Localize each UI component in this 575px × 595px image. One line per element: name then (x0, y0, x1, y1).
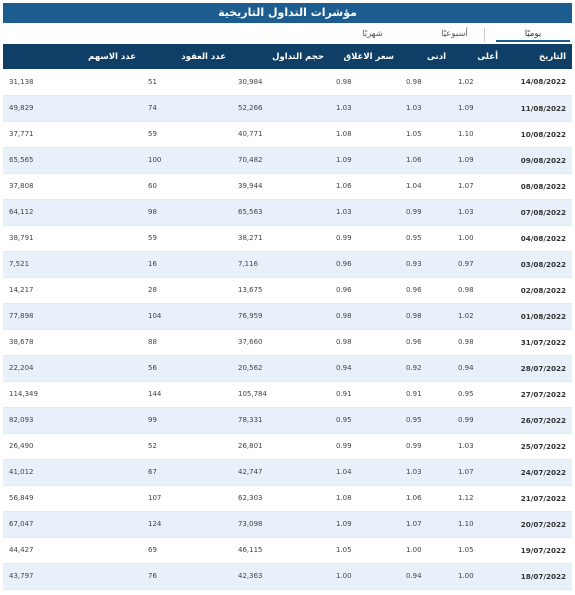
cell-deals: 67 (142, 459, 232, 485)
cell-shares: 31,138 (3, 69, 142, 95)
column-header-date[interactable]: التاريخ (504, 44, 572, 69)
table-row (3, 173, 572, 199)
table-row (3, 537, 572, 563)
cell-shares: 82,093 (3, 407, 142, 433)
cell-date: 03/08/2022 (504, 251, 572, 277)
cell-volume: 26,801 (232, 433, 330, 459)
cell-deals: 107 (142, 485, 232, 511)
cell-deals: 88 (142, 329, 232, 355)
cell-shares: 43,797 (3, 563, 142, 589)
table-row (3, 563, 572, 589)
cell-close: 0.98 (330, 303, 400, 329)
cell-deals: 59 (142, 121, 232, 147)
cell-high: 1.03 (452, 199, 504, 225)
cell-shares: 37,808 (3, 173, 142, 199)
cell-close: 0.96 (330, 277, 400, 303)
cell-date: 09/08/2022 (504, 147, 572, 173)
cell-high: 1.09 (452, 95, 504, 121)
cell-low: 0.91 (400, 381, 452, 407)
table-row (3, 277, 572, 303)
cell-date: 08/08/2022 (504, 173, 572, 199)
cell-high: 0.99 (452, 407, 504, 433)
cell-deals: 28 (142, 277, 232, 303)
cell-close: 1.09 (330, 511, 400, 537)
cell-shares: 114,349 (3, 381, 142, 407)
cell-date: 26/07/2022 (504, 407, 572, 433)
cell-high: 0.97 (452, 251, 504, 277)
page-title: مؤشرات التداول التاريخية (3, 3, 572, 23)
cell-close: 1.08 (330, 485, 400, 511)
cell-high: 0.98 (452, 277, 504, 303)
cell-date: 01/08/2022 (504, 303, 572, 329)
cell-deals: 104 (142, 303, 232, 329)
table-row (3, 329, 572, 355)
cell-low: 0.92 (400, 355, 452, 381)
cell-close: 0.95 (330, 407, 400, 433)
column-header-deals[interactable]: عدد العقود (142, 44, 232, 69)
cell-high: 1.00 (452, 225, 504, 251)
cell-deals: 76 (142, 563, 232, 589)
column-header-volume[interactable]: حجم التداول (232, 44, 330, 69)
cell-close: 1.05 (330, 537, 400, 563)
cell-close: 1.03 (330, 199, 400, 225)
cell-volume: 76,959 (232, 303, 330, 329)
cell-high: 1.10 (452, 511, 504, 537)
table-body (3, 69, 572, 589)
cell-volume: 20,562 (232, 355, 330, 381)
cell-high: 0.95 (452, 381, 504, 407)
cell-date: 18/07/2022 (504, 563, 572, 589)
cell-volume: 105,784 (232, 381, 330, 407)
cell-shares: 56,849 (3, 485, 142, 511)
cell-shares: 41,012 (3, 459, 142, 485)
table-row (3, 381, 572, 407)
cell-volume: 38,271 (232, 225, 330, 251)
cell-high: 1.05 (452, 537, 504, 563)
cell-date: 14/08/2022 (504, 69, 572, 95)
cell-date: 10/08/2022 (504, 121, 572, 147)
cell-date: 11/08/2022 (504, 95, 572, 121)
table-header-row (3, 44, 572, 69)
cell-low: 0.93 (400, 251, 452, 277)
cell-volume: 30,984 (232, 69, 330, 95)
cell-close: 1.06 (330, 173, 400, 199)
column-header-low[interactable]: ادنى (400, 44, 452, 69)
cell-date: 21/07/2022 (504, 485, 572, 511)
cell-low: 0.98 (400, 69, 452, 95)
cell-shares: 38,791 (3, 225, 142, 251)
table-row (3, 225, 572, 251)
column-header-shares[interactable]: عدد الاسهم (3, 44, 142, 69)
cell-low: 0.94 (400, 563, 452, 589)
cell-low: 1.05 (400, 121, 452, 147)
cell-volume: 65,563 (232, 199, 330, 225)
cell-shares: 37,771 (3, 121, 142, 147)
cell-close: 1.03 (330, 95, 400, 121)
cell-deals: 56 (142, 355, 232, 381)
cell-date: 27/07/2022 (504, 381, 572, 407)
cell-close: 0.98 (330, 329, 400, 355)
cell-high: 1.07 (452, 173, 504, 199)
cell-close: 1.00 (330, 563, 400, 589)
table-row (3, 69, 572, 95)
tab-monthly[interactable]: شهريًا (362, 29, 383, 39)
cell-volume: 70,482 (232, 147, 330, 173)
table-row (3, 459, 572, 485)
cell-shares: 14,217 (3, 277, 142, 303)
cell-volume: 37,660 (232, 329, 330, 355)
table-row (3, 485, 572, 511)
cell-date: 25/07/2022 (504, 433, 572, 459)
cell-low: 1.04 (400, 173, 452, 199)
cell-shares: 77,898 (3, 303, 142, 329)
cell-low: 0.98 (400, 303, 452, 329)
cell-low: 0.99 (400, 199, 452, 225)
cell-volume: 42,747 (232, 459, 330, 485)
period-tabs (0, 26, 575, 44)
cell-high: 1.02 (452, 69, 504, 95)
cell-low: 1.06 (400, 485, 452, 511)
cell-low: 1.07 (400, 511, 452, 537)
column-header-close[interactable]: سعر الاغلاق (330, 44, 400, 69)
cell-date: 19/07/2022 (504, 537, 572, 563)
cell-date: 28/07/2022 (504, 355, 572, 381)
cell-high: 1.10 (452, 121, 504, 147)
cell-low: 0.95 (400, 225, 452, 251)
cell-shares: 65,565 (3, 147, 142, 173)
table-row (3, 303, 572, 329)
cell-deals: 100 (142, 147, 232, 173)
cell-low: 1.00 (400, 537, 452, 563)
cell-deals: 144 (142, 381, 232, 407)
table-row (3, 95, 572, 121)
cell-low: 0.96 (400, 277, 452, 303)
cell-deals: 59 (142, 225, 232, 251)
cell-high: 1.00 (452, 563, 504, 589)
cell-date: 07/08/2022 (504, 199, 572, 225)
table-row (3, 511, 572, 537)
cell-volume: 40,771 (232, 121, 330, 147)
cell-volume: 62,303 (232, 485, 330, 511)
cell-shares: 67,047 (3, 511, 142, 537)
cell-volume: 13,675 (232, 277, 330, 303)
cell-high: 1.09 (452, 147, 504, 173)
cell-close: 0.96 (330, 251, 400, 277)
table-row (3, 407, 572, 433)
cell-shares: 26,490 (3, 433, 142, 459)
cell-high: 1.02 (452, 303, 504, 329)
cell-shares: 38,678 (3, 329, 142, 355)
cell-close: 1.04 (330, 459, 400, 485)
table-row (3, 147, 572, 173)
cell-date: 04/08/2022 (504, 225, 572, 251)
tab-daily[interactable]: يوميًا (496, 28, 570, 42)
cell-deals: 69 (142, 537, 232, 563)
cell-volume: 78,331 (232, 407, 330, 433)
cell-deals: 60 (142, 173, 232, 199)
tab-weekly[interactable]: أسبوعيًا (425, 28, 485, 42)
cell-shares: 7,521 (3, 251, 142, 277)
cell-close: 0.94 (330, 355, 400, 381)
cell-date: 31/07/2022 (504, 329, 572, 355)
cell-low: 0.96 (400, 329, 452, 355)
cell-high: 1.07 (452, 459, 504, 485)
table-row (3, 355, 572, 381)
cell-volume: 73,098 (232, 511, 330, 537)
cell-low: 0.99 (400, 433, 452, 459)
cell-volume: 7,116 (232, 251, 330, 277)
cell-volume: 52,266 (232, 95, 330, 121)
cell-low: 1.03 (400, 95, 452, 121)
cell-close: 0.91 (330, 381, 400, 407)
cell-deals: 52 (142, 433, 232, 459)
table-row (3, 433, 572, 459)
cell-shares: 22,204 (3, 355, 142, 381)
cell-volume: 46,115 (232, 537, 330, 563)
cell-deals: 99 (142, 407, 232, 433)
table-row (3, 121, 572, 147)
cell-close: 0.98 (330, 69, 400, 95)
cell-high: 0.98 (452, 329, 504, 355)
table-row (3, 251, 572, 277)
cell-high: 1.03 (452, 433, 504, 459)
cell-shares: 49,829 (3, 95, 142, 121)
cell-close: 1.08 (330, 121, 400, 147)
cell-low: 1.06 (400, 147, 452, 173)
table-row (3, 199, 572, 225)
column-header-high[interactable]: أعلى (452, 44, 504, 69)
trading-history-table (3, 44, 572, 590)
cell-deals: 98 (142, 199, 232, 225)
cell-close: 0.99 (330, 433, 400, 459)
cell-deals: 16 (142, 251, 232, 277)
cell-high: 1.12 (452, 485, 504, 511)
cell-deals: 51 (142, 69, 232, 95)
cell-volume: 39,944 (232, 173, 330, 199)
cell-date: 20/07/2022 (504, 511, 572, 537)
cell-high: 0.94 (452, 355, 504, 381)
cell-close: 1.09 (330, 147, 400, 173)
cell-deals: 124 (142, 511, 232, 537)
cell-shares: 44,427 (3, 537, 142, 563)
cell-date: 02/08/2022 (504, 277, 572, 303)
cell-low: 1.03 (400, 459, 452, 485)
cell-volume: 42,363 (232, 563, 330, 589)
cell-date: 24/07/2022 (504, 459, 572, 485)
cell-deals: 74 (142, 95, 232, 121)
cell-close: 0.99 (330, 225, 400, 251)
cell-low: 0.95 (400, 407, 452, 433)
cell-shares: 64,112 (3, 199, 142, 225)
